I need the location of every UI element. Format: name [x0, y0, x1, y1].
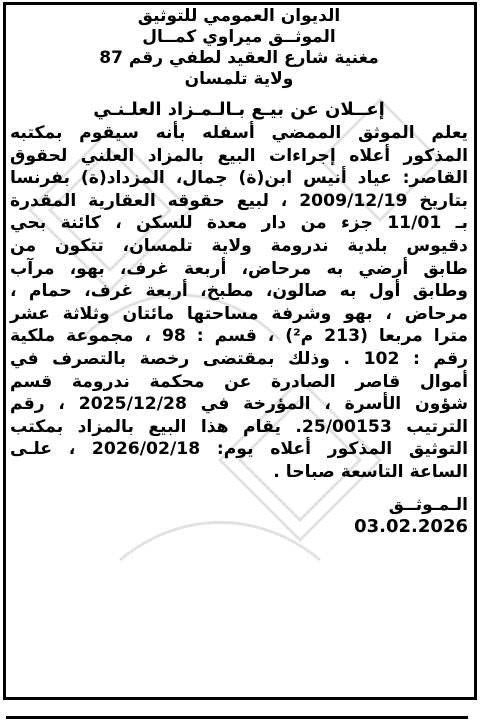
notice-content — [10, 6, 468, 538]
body-line: دقيوس بلدية ندرومة ولاية تلمسان، تتكون من — [10, 235, 468, 256]
office-address: مغنية شارع العقيد لطفي رقم 87 — [99, 48, 379, 68]
body-line: التوثيق المذكور أعلاه يوم: 2026/02/18 ، علـى — [10, 439, 468, 460]
signature-date-row — [10, 516, 468, 538]
office-name: الديوان العمومي للتوثيق — [137, 6, 341, 26]
signature-role: الـمـوثــق — [388, 494, 468, 515]
body-line: أموال قاصر الصادرة عن محكمة ندرومة قسم — [10, 371, 468, 392]
body-line: يعلم الموثق الممضي أسفله بأنه سيقوم بمكتبه — [10, 123, 468, 143]
body-line: وطابق أول به صالون، مطبخ، أربعة غرف، حمام ، — [10, 281, 468, 302]
body-line: طابق أرضي به مرحاض، أربعة غرف، بهو، مرآب — [10, 258, 468, 279]
body-line: شؤون الأسرة ، المؤرخة في 2025/12/28 ، رقم — [10, 394, 468, 415]
bottom-divider — [6, 716, 468, 719]
notice-title: إعــلان عن بيـع بـالـمـزاد العلـنـي — [93, 99, 385, 120]
body-line: رقم : 102 . وذلك بمقتضى رخصة بالتصرف في — [10, 348, 468, 369]
body-line: الترتيب 25/00153. يقام هذا البيع بالمزاد بمكتب — [10, 416, 469, 437]
notary-name: الموثــق ميراوي كمــال — [142, 27, 336, 47]
body-line: مترا مربعا (213 م²) ، قسم : 98 ، مجموعة ملكية — [10, 326, 468, 347]
body-line: القاصر: عياد أنيس ابن(ة) جمال، المزداد(ة) بفرنسا — [10, 168, 468, 189]
body-line: مرحاض ، بهو وشرفة مساحتها مائتان وثلاثة عشر — [10, 303, 468, 324]
province-name: ولاية تلمسان — [184, 69, 294, 89]
body-line: المذكور أعلاه إجراءات البيع بالمزاد العلني لحقوق — [10, 145, 468, 166]
notice-body — [10, 122, 468, 484]
body-line: الساعة التاسعة صباحا . — [273, 461, 468, 482]
body-line: بتاريخ 2009/12/19 ، لبيع حقوقه العقارية المقدرة — [10, 190, 468, 211]
body-line: بـ 11/01 جزء من دار معدة للسكن ، كائنة بحي — [10, 213, 469, 234]
signature-date: 03.02.2026 — [354, 515, 468, 537]
